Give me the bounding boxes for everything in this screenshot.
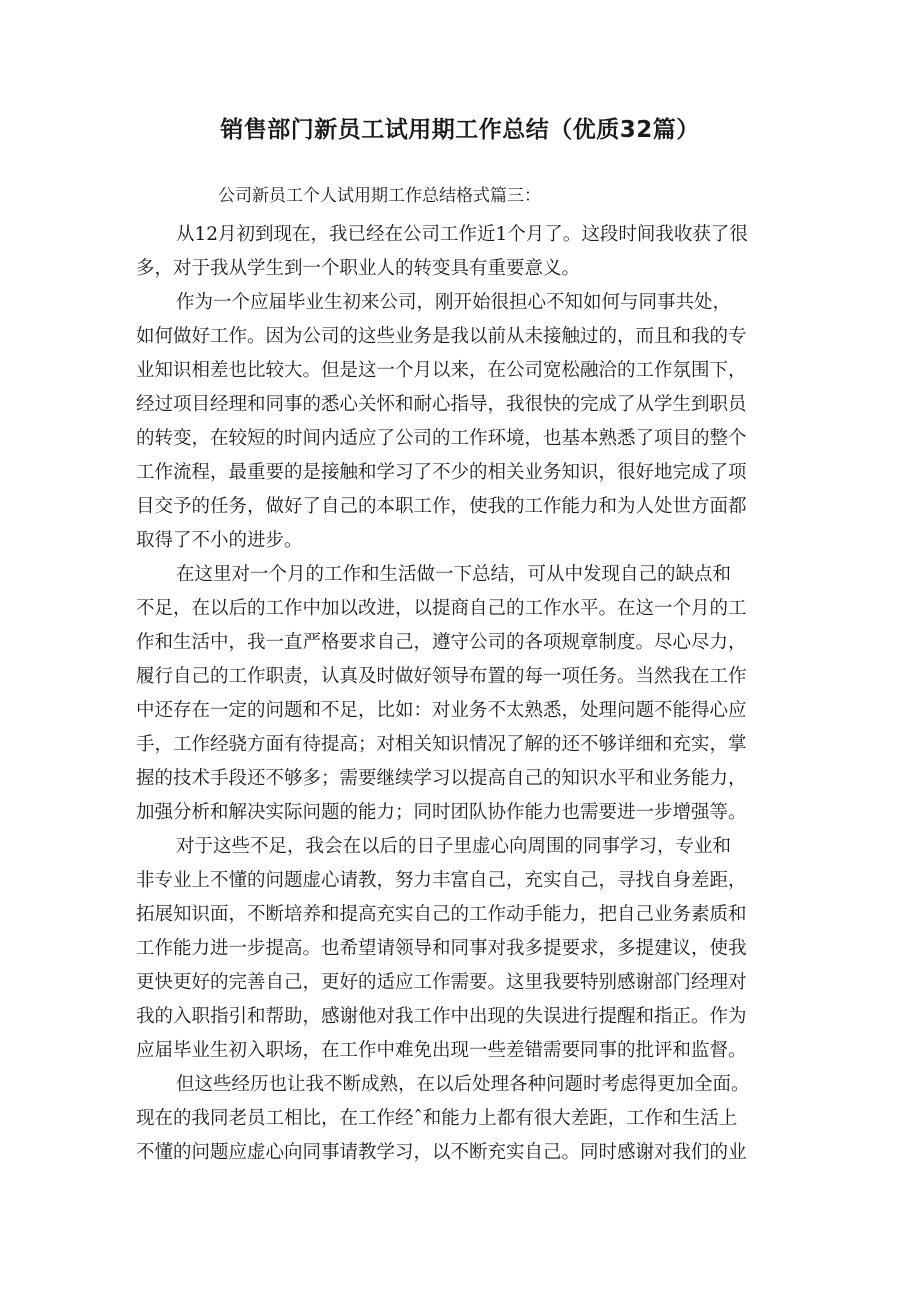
text-line: 不足，在以后的工作中加以改进，以提商自己的工作水平。在这一个月的工 [136,598,747,619]
section-subtitle: 公司新员工个人试用期工作总结格式篇三： [218,186,541,206]
document-body [136,218,786,1170]
text-line: 拓展知识面，不断培养和提高充实自己的工作动手能力，把自己业务素质和 [136,904,747,925]
text-line: 多，对于我从学生到一个职业人的转变具有重要意义。 [136,258,581,279]
text-line: 对于这些不足，我会在以后的日子里虚心向周围的同事学习，专业和 [176,836,732,857]
text-line: 的转变，在较短的时间内适应了公司的工作环境，也基本熟悉了项目的整个 [136,428,747,449]
text-line: 不懂的问题应虚心向同事请教学习，以不断充实自己。同时感谢对我们的业 [136,1142,747,1163]
text-line: 业知识相差也比较大。但是这一个月以来，在公司宽松融洽的工作氛围下， [136,360,747,381]
paragraph-3 [136,558,786,830]
text-line: 目交予的任务，做好了自己的本职工作，使我的工作能力和为人处世方面都 [136,496,747,517]
text-line: 工作能力进一步提高。也希望请领导和同事对我多提要求，多提建议，使我 [136,938,747,959]
text-line: 作为一个应届毕业生初来公司，刚开始很担心不知如何与同事共处， [176,292,732,313]
text-line: 非专业上不懂的问题虚心请教，努力丰富自己，充实自己，寻找自身差距， [136,870,747,891]
paragraph-5 [136,1068,786,1170]
text-line: 取得了不小的进步。 [136,530,303,551]
text-line: 我的入职指引和帮助，感谢他对我工作中出现的失误进行提醒和指正。作为 [136,1006,747,1027]
text-line: 手，工作经骁方面有待提高；对相关知识情况了解的还不够详细和充实，掌 [136,734,747,755]
text-line: 应届毕业生初入职场，在工作中难免出现一些差错需要同事的批评和监督。 [136,1040,747,1061]
paragraph-2 [136,286,786,558]
paragraph-4 [136,830,786,1068]
paragraph-1 [136,218,786,286]
text-line: 经过项目经理和同事的悉心关怀和耐心指导，我很快的完成了从学生到职员 [136,394,747,415]
text-line: 加强分析和解决实际问题的能力；同时团队协作能力也需要进一步增强等。 [136,802,747,823]
text-line: 履行自己的工作职责，认真及时做好领导布置的每一项任务。当然我在工作 [136,666,747,687]
text-line: 现在的我同老员工相比，在工作经ˆ和能力上都有很大差距，工作和生活上 [136,1108,738,1129]
text-line: 从12月初到现在，我已经在公司工作近1个月了。这段时间我收获了很 [176,224,748,245]
text-line: 握的技术手段还不够多；需要继续学习以提高自己的知识水平和业务能力， [136,768,747,789]
text-line: 在这里对一个月的工作和生活做一下总结，可从中发现自己的缺点和 [176,564,732,585]
document-title: 销售部门新员工试用期工作总结（优质32篇） [220,117,700,143]
text-line: 如何做好工作。因为公司的这些业务是我以前从未接触过的，而且和我的专 [136,326,747,347]
text-line: 作和生活中，我一直严格要求自己，遵守公司的各项规章制度。尽心尽力， [136,632,747,653]
text-line: 但这些经历也让我不断成熟，在以后处理各种问题时考虑得更加全面。 [176,1074,750,1095]
text-line: 工作流程，最重要的是接触和学习了不少的相关业务知识，很好地完成了项 [136,462,747,483]
text-line: 更快更好的完善自己，更好的适应工作需要。这里我要特别感谢部门经理对 [136,972,747,993]
text-line: 中还存在一定的问题和不足，比如：对业务不太熟悉，处理问题不能得心应 [136,700,747,721]
